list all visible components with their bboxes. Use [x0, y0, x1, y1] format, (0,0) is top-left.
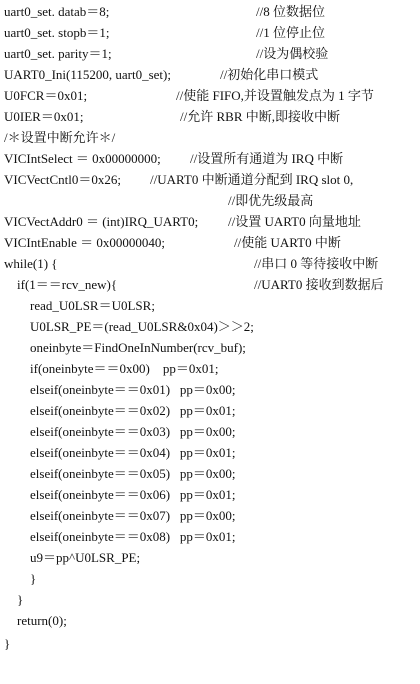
code-text: U0IER＝0x01; — [4, 109, 84, 124]
code-text: elseif(oneinbyte＝＝0x07) pp＝0x00; — [4, 508, 236, 523]
code-text: U0FCR＝0x01; — [4, 88, 88, 103]
code-text: } — [4, 636, 11, 651]
code-line — [4, 214, 361, 230]
code-comment: //串口 0 等待接收中断 — [254, 256, 379, 271]
code-line — [4, 445, 236, 461]
code-text: read_U0LSR＝U0LSR; — [4, 298, 155, 313]
code-line — [4, 466, 236, 482]
code-line — [4, 277, 384, 293]
code-line — [4, 424, 236, 440]
code-text: UART0_Ini(115200, uart0_set); — [4, 67, 171, 82]
code-text: U0LSR_PE＝(read_U0LSR&0x04)＞＞2; — [4, 319, 254, 334]
code-text: u9＝pp^U0LSR_PE; — [4, 550, 141, 565]
code-text: elseif(oneinbyte＝＝0x06) pp＝0x01; — [4, 487, 236, 502]
code-line — [4, 193, 314, 209]
code-text: elseif(oneinbyte＝＝0x03) pp＝0x00; — [4, 424, 236, 439]
code-line — [4, 508, 236, 524]
code-comment-continuation: //即优先级最高 — [228, 193, 314, 208]
code-text: VICVectCntl0＝0x26; — [4, 172, 121, 187]
code-comment: //UART0 中断通道分配到 IRQ slot 0, — [150, 172, 354, 187]
code-line — [4, 382, 236, 398]
code-comment: //初始化串口模式 — [220, 67, 319, 82]
code-text: } — [4, 571, 37, 586]
code-line — [4, 636, 17, 652]
code-comment: //使能 UART0 中断 — [234, 235, 341, 250]
code-comment: //设置 UART0 向量地址 — [228, 214, 361, 229]
code-line — [4, 235, 341, 251]
code-line — [4, 319, 254, 335]
code-text: elseif(oneinbyte＝＝0x08) pp＝0x01; — [4, 529, 236, 544]
code-text: VICIntEnable ＝ 0x00000040; — [4, 235, 166, 250]
code-text: if(1＝＝rcv_new){ — [4, 277, 118, 292]
code-text: elseif(oneinbyte＝＝0x01) pp＝0x00; — [4, 382, 236, 397]
code-line — [4, 613, 67, 629]
code-line — [4, 109, 340, 125]
code-text: } — [4, 592, 24, 607]
code-line — [4, 403, 236, 419]
code-text: uart0_set. datab＝8; — [4, 4, 110, 19]
code-line — [4, 592, 24, 608]
code-text: uart0_set. stopb＝1; — [4, 25, 110, 40]
code-comment: //设为偶校验 — [256, 46, 329, 61]
code-line — [4, 571, 37, 587]
code-line — [4, 256, 379, 272]
code-text: elseif(oneinbyte＝＝0x04) pp＝0x01; — [4, 445, 236, 460]
code-comment: //允许 RBR 中断,即接收中断 — [180, 109, 340, 124]
code-line — [4, 151, 344, 167]
code-text: while(1) { — [4, 256, 58, 271]
code-text: VICVectAddr0 ＝ (int)IRQ_UART0; — [4, 214, 199, 229]
code-line — [4, 46, 329, 62]
code-line — [4, 550, 141, 566]
code-text: elseif(oneinbyte＝＝0x05) pp＝0x00; — [4, 466, 236, 481]
code-line — [4, 172, 354, 188]
code-comment: //使能 FIFO,并设置触发点为 1 字节 — [176, 88, 374, 103]
code-comment: //设置所有通道为 IRQ 中断 — [190, 151, 344, 166]
code-line — [4, 67, 319, 83]
code-comment: //8 位数据位 — [256, 4, 325, 19]
code-text: VICIntSelect ＝ 0x00000000; — [4, 151, 161, 166]
code-line — [4, 298, 155, 314]
code-line — [4, 88, 374, 104]
code-comment: //UART0 接收到数据后 — [254, 277, 384, 292]
code-text: elseif(oneinbyte＝＝0x02) pp＝0x01; — [4, 403, 236, 418]
code-line — [4, 4, 325, 20]
code-line — [4, 130, 116, 146]
code-text: /＊设置中断允许＊/ — [4, 130, 116, 145]
code-comment: //1 位停止位 — [256, 25, 325, 40]
code-line — [4, 340, 246, 356]
code-text: return(0); — [4, 613, 67, 628]
code-line — [4, 361, 219, 377]
code-text: oneinbyte＝FindOneInNumber(rcv_buf); — [4, 340, 246, 355]
code-text: if(oneinbyte＝＝0x00) pp＝0x01; — [4, 361, 219, 376]
code-text: uart0_set. parity＝1; — [4, 46, 112, 61]
code-line — [4, 529, 236, 545]
code-line — [4, 25, 325, 41]
code-line — [4, 487, 236, 503]
